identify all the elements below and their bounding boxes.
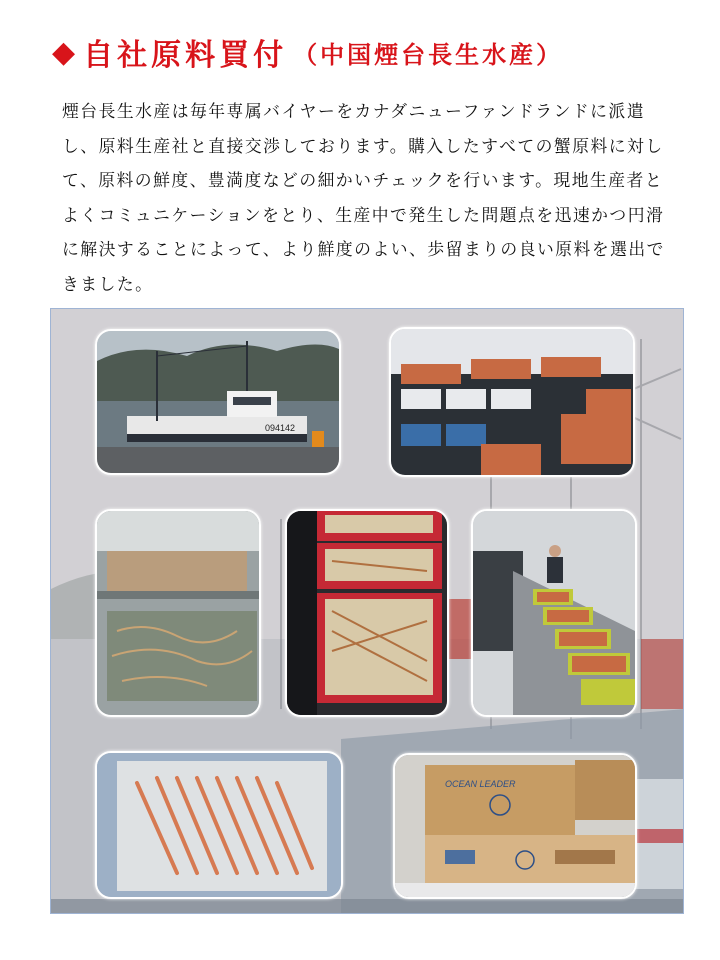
photo-cooking-tank (95, 509, 261, 717)
intro-paragraph: 煙台長生水産は毎年専属バイヤーをカナダニューファンドランドに派遣し、原料生産社と直接交渉しております。購入したすべての蟹原料に対して、原料の鮮度、豊満度などの細かいチェックを行います。現地生産者とよくコミュニケーションをとり、生産中で発生した問題点を迅速かつ円滑に解決することによって、より鮮度のよい、歩留まりの良い原料を選出できました。 (62, 101, 665, 294)
title-company: （中国煙台長生水産） (293, 39, 564, 69)
photo-frozen-crab-box (95, 751, 343, 899)
photo-crab-crates (389, 327, 635, 477)
photo-shipping-cartons (393, 753, 637, 899)
photo-red-trays (285, 509, 449, 717)
page-title (52, 30, 563, 74)
photo-processing-line (471, 509, 637, 717)
boat-number: 094142 (265, 423, 296, 433)
title-main: 自社原料買付 (83, 38, 288, 73)
diamond-icon: ◆ (52, 34, 76, 70)
carton-brand-label: OCEAN LEADER (445, 779, 516, 789)
photo-fishing-boat (95, 329, 341, 475)
photo-collage (50, 308, 684, 914)
